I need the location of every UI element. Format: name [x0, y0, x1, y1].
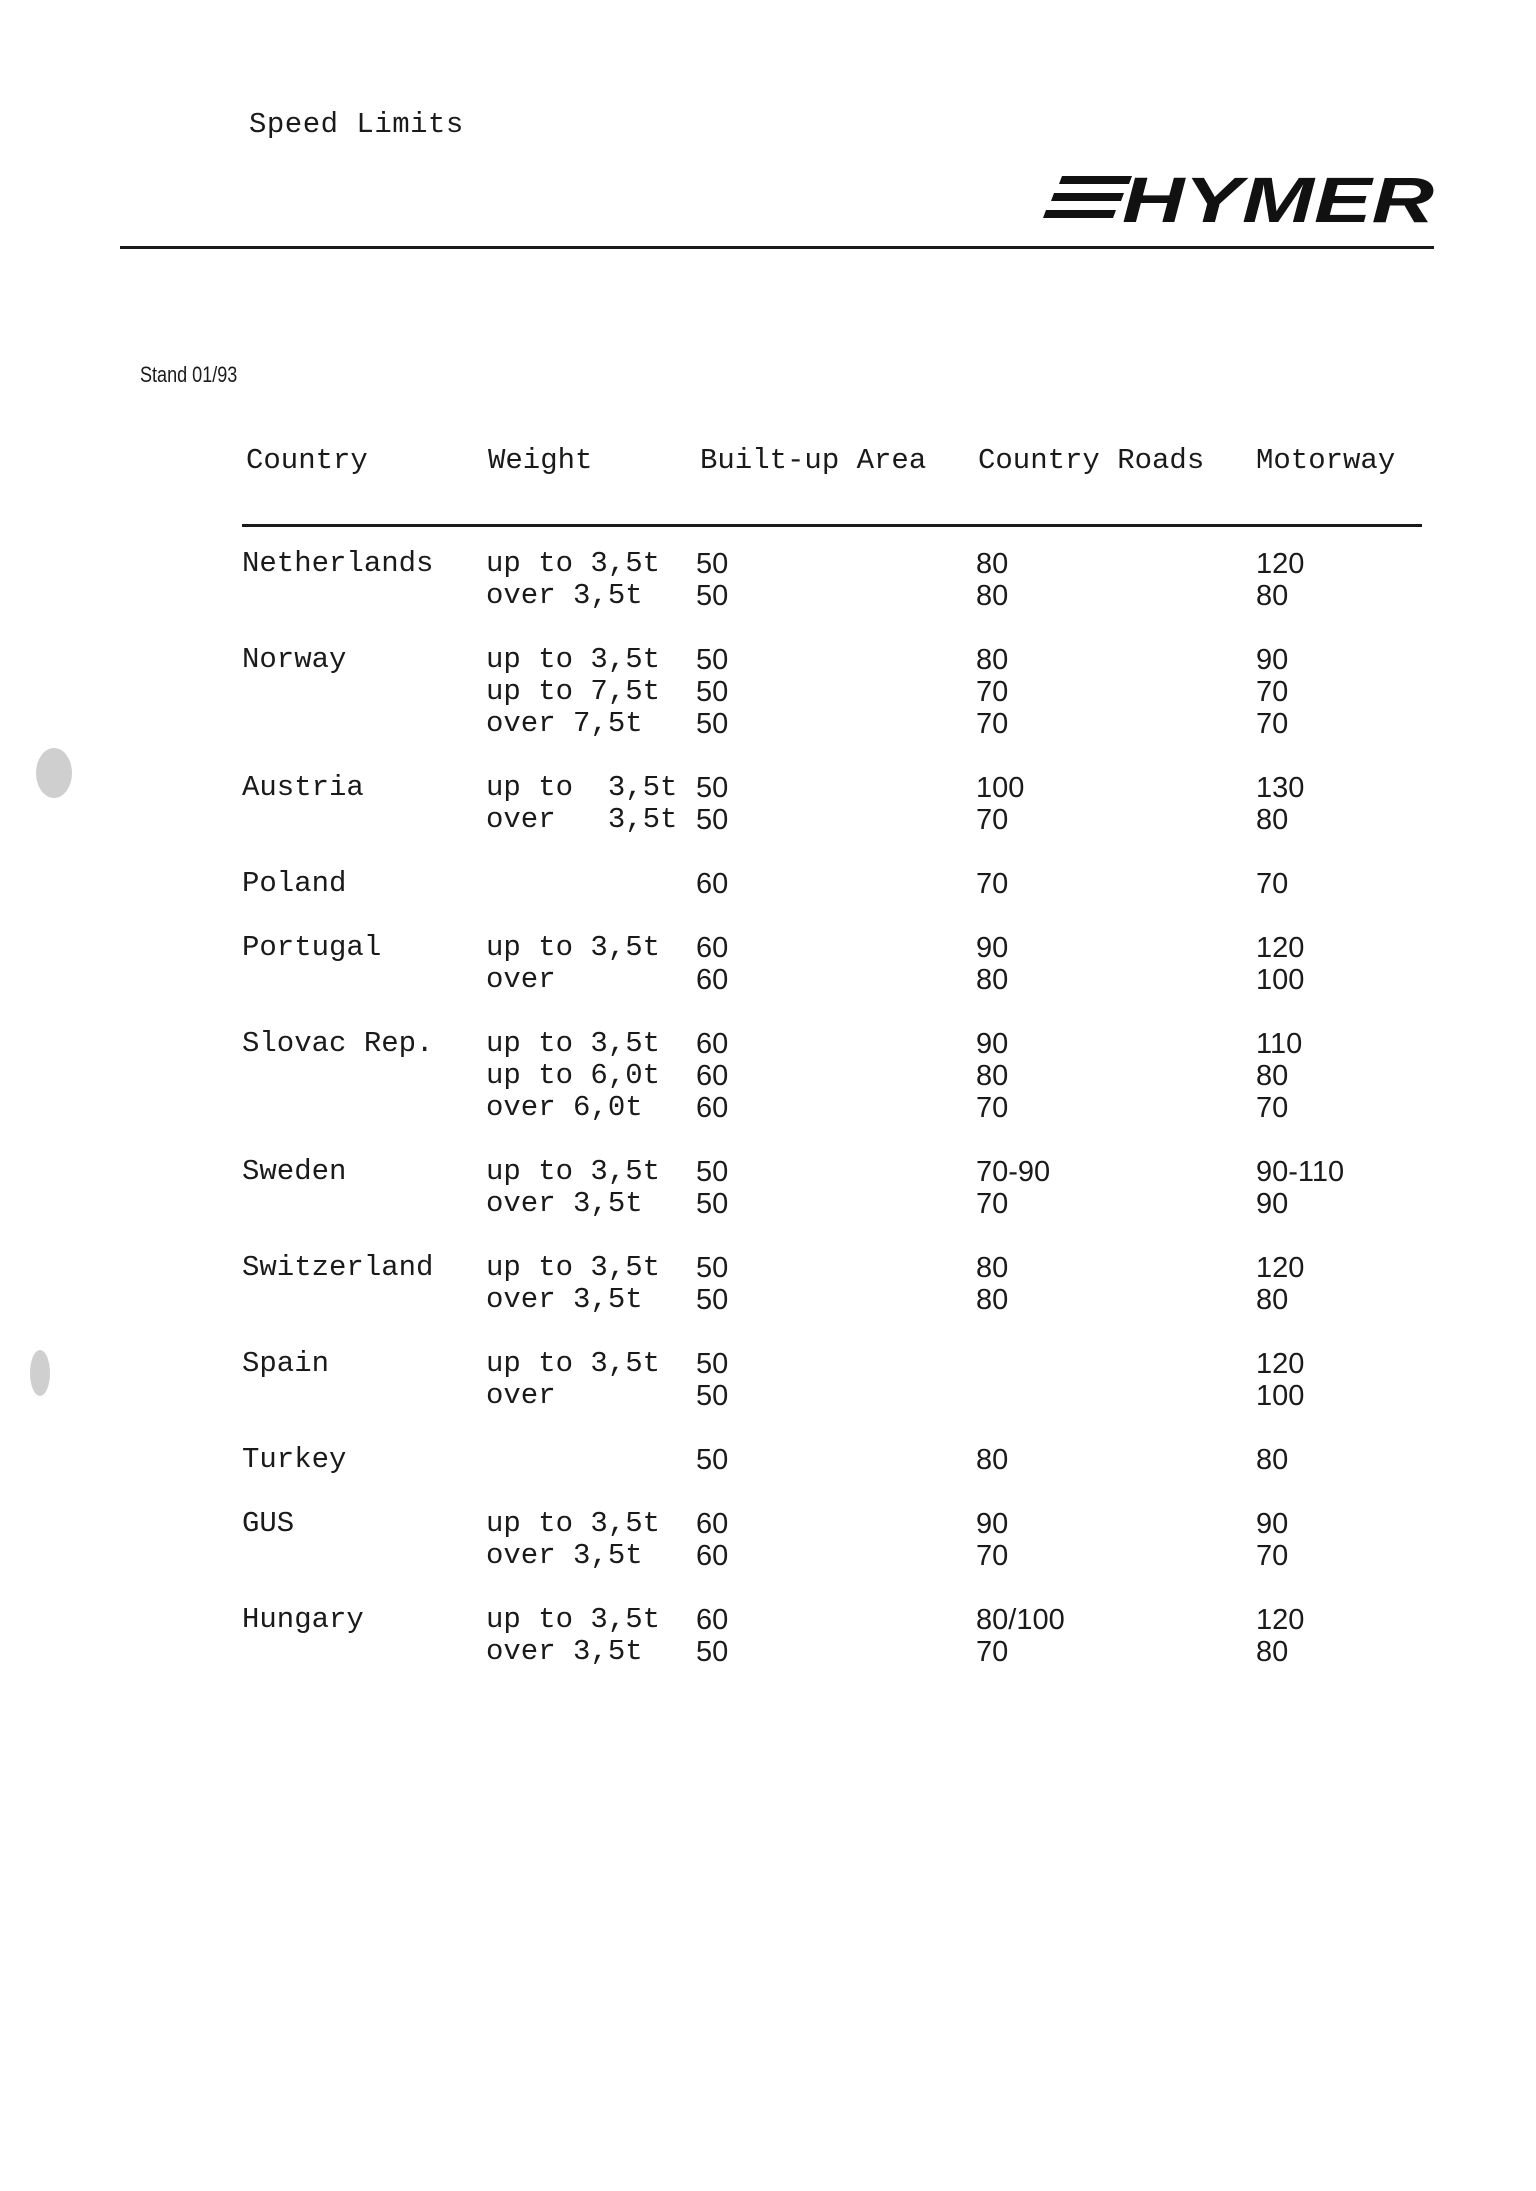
country-roads-cell: [976, 1444, 1008, 1476]
motorway-cell-line: 90-110: [1256, 1156, 1345, 1188]
built-up-area-cell-line: 50: [696, 1636, 729, 1668]
built-up-area-cell-line: 60: [696, 1092, 729, 1124]
weight-cell: [486, 1508, 660, 1572]
built-up-area-cell-line: 60: [696, 1508, 729, 1540]
motorway-cell-line: 80: [1256, 1284, 1289, 1316]
built-up-area-cell-line: 60: [696, 1028, 729, 1060]
country-roads-cell-line: 80: [976, 1252, 1009, 1284]
country-cell-line: Austria: [242, 771, 364, 804]
country-roads-cell-line: 90: [976, 1508, 1009, 1540]
country-cell: [242, 1508, 294, 1540]
country-cell: [242, 1252, 433, 1284]
motorway-cell: [1256, 1604, 1304, 1668]
built-up-area-cell: [696, 1604, 728, 1668]
weight-cell-line: up to 3,5t: [486, 931, 661, 964]
built-up-area-cell-line: 60: [696, 932, 729, 964]
country-roads-cell-line: 70: [976, 1188, 1009, 1220]
country-roads-cell-line: 70: [976, 868, 1009, 900]
motorway-cell-line: 80: [1256, 804, 1289, 836]
weight-cell-line: over 3,5t: [486, 579, 643, 612]
weight-cell: [486, 1028, 660, 1124]
motorway-cell-line: 120: [1256, 548, 1305, 580]
weight-cell-line: up to 3,5t: [486, 1347, 661, 1380]
built-up-area-cell-line: 50: [696, 676, 729, 708]
country-roads-cell-line: 70: [976, 708, 1009, 740]
country-roads-cell-line: 80: [976, 548, 1009, 580]
country-roads-cell-line: 70-90: [976, 1156, 1051, 1188]
motorway-cell: [1256, 1444, 1288, 1476]
document-title: Speed Limits: [249, 108, 464, 141]
weight-cell-line: up to 3,5t: [486, 1155, 661, 1188]
weight-cell: [486, 1156, 660, 1220]
built-up-area-cell-line: 50: [696, 1348, 729, 1380]
country-cell-line: Switzerland: [242, 1251, 434, 1284]
country-roads-cell-line: 70: [976, 804, 1009, 836]
country-cell: [242, 772, 364, 804]
weight-cell-line: up to 3,5t: [486, 547, 661, 580]
motorway-cell-line: 100: [1256, 964, 1305, 996]
motorway-cell: [1256, 932, 1304, 996]
country-cell: [242, 1444, 346, 1476]
built-up-area-cell-line: 50: [696, 1188, 729, 1220]
country-cell-line: Sweden: [242, 1155, 347, 1188]
weight-cell: [486, 1604, 660, 1668]
country-roads-cell-line: 80: [976, 1284, 1009, 1316]
country-roads-cell: [976, 1156, 1050, 1220]
country-roads-cell: [976, 1508, 1008, 1572]
built-up-area-cell-line: 60: [696, 868, 729, 900]
built-up-area-cell-line: 50: [696, 548, 729, 580]
motorway-cell-line: 70: [1256, 676, 1289, 708]
weight-cell-line: over 3,5t: [486, 1187, 643, 1220]
country-roads-cell-line: 80: [976, 1060, 1009, 1092]
stand-date: Stand 01/93: [140, 362, 238, 387]
country-cell-line: Spain: [242, 1347, 330, 1380]
built-up-area-cell-line: 50: [696, 772, 729, 804]
country-cell-line: Hungary: [242, 1603, 364, 1636]
country-roads-cell-line: 80/100: [976, 1604, 1065, 1636]
motorway-cell: [1256, 1156, 1344, 1220]
country-cell-line: GUS: [242, 1507, 295, 1540]
weight-cell-line: over: [486, 1379, 556, 1412]
column-weight: Weight: [488, 444, 593, 477]
weight-cell-line: up to 3,5t: [486, 1603, 661, 1636]
weight-cell-line: over 3,5t: [486, 1283, 643, 1316]
motorway-cell-line: 90: [1256, 1188, 1289, 1220]
country-cell: [242, 1348, 329, 1380]
motorway-cell-line: 120: [1256, 1348, 1305, 1380]
country-roads-cell-line: 80: [976, 580, 1009, 612]
built-up-area-cell: [696, 868, 728, 900]
weight-cell-line: up to 3,5t: [486, 1251, 661, 1284]
country-roads-cell-line: 70: [976, 1540, 1009, 1572]
weight-cell-line: over 3,5t: [486, 1539, 643, 1572]
scan-speck: [36, 748, 72, 798]
country-roads-cell: [976, 1252, 1008, 1316]
built-up-area-cell: [696, 1252, 728, 1316]
motorway-cell: [1256, 1348, 1304, 1412]
weight-cell: [486, 548, 660, 612]
country-cell: [242, 1028, 433, 1060]
built-up-area-cell-line: 50: [696, 1252, 729, 1284]
country-roads-cell-line: 80: [976, 964, 1009, 996]
built-up-area-cell-line: 60: [696, 1540, 729, 1572]
weight-cell-line: up to 3,5t: [486, 643, 661, 676]
header-rule: [120, 246, 1434, 249]
motorway-cell-line: 80: [1256, 580, 1289, 612]
country-cell-line: Norway: [242, 643, 347, 676]
weight-cell-line: over 7,5t: [486, 707, 643, 740]
country-cell-line: Poland: [242, 867, 347, 900]
country-roads-cell-line: 80: [976, 1444, 1009, 1476]
built-up-area-cell-line: 50: [696, 804, 729, 836]
built-up-area-cell: [696, 1508, 728, 1572]
built-up-area-cell-line: 50: [696, 708, 729, 740]
motorway-cell-line: 80: [1256, 1444, 1289, 1476]
motorway-cell-line: 80: [1256, 1636, 1289, 1668]
built-up-area-cell: [696, 1348, 728, 1412]
built-up-area-cell-line: 50: [696, 1284, 729, 1316]
motorway-cell: [1256, 772, 1304, 836]
country-cell: [242, 1604, 364, 1636]
column-country-roads: Country Roads: [978, 444, 1205, 477]
weight-cell-line: over 6,0t: [486, 1091, 643, 1124]
built-up-area-cell-line: 50: [696, 1380, 729, 1412]
country-roads-cell: [976, 772, 1024, 836]
country-cell-line: Netherlands: [242, 547, 434, 580]
built-up-area-cell: [696, 1444, 728, 1476]
built-up-area-cell-line: 60: [696, 964, 729, 996]
country-cell: [242, 1156, 346, 1188]
country-cell-line: Portugal: [242, 931, 382, 964]
motorway-cell-line: 80: [1256, 1060, 1289, 1092]
weight-cell-line: over 3,5t: [486, 1635, 643, 1668]
motorway-cell-line: 110: [1256, 1028, 1303, 1060]
built-up-area-cell: [696, 1156, 728, 1220]
country-roads-cell-line: 70: [976, 1636, 1009, 1668]
country-roads-cell: [976, 1604, 1065, 1668]
built-up-area-cell-line: 50: [696, 580, 729, 612]
hymer-logo: [1040, 162, 1440, 232]
motorway-cell-line: 70: [1256, 1540, 1289, 1572]
built-up-area-cell: [696, 548, 728, 612]
column-built-up-area: Built-up Area: [700, 444, 927, 477]
country-roads-cell-line: 90: [976, 932, 1009, 964]
motorway-cell-line: 90: [1256, 1508, 1289, 1540]
weight-cell: [486, 644, 660, 740]
built-up-area-cell: [696, 932, 728, 996]
motorway-cell-line: 100: [1256, 1380, 1305, 1412]
built-up-area-cell: [696, 1028, 728, 1124]
motorway-cell: [1256, 1028, 1302, 1124]
weight-cell-line: over 3,5t: [486, 803, 678, 836]
weight-cell-line: up to 3,5t: [486, 1027, 661, 1060]
motorway-cell-line: 70: [1256, 868, 1289, 900]
country-roads-cell-line: 70: [976, 1092, 1009, 1124]
weight-cell-line: over: [486, 963, 556, 996]
country-roads-cell: [976, 644, 1008, 740]
weight-cell-line: up to 3,5t: [486, 771, 678, 804]
country-roads-cell-line: 90: [976, 1028, 1009, 1060]
table-header: [0, 444, 1536, 484]
motorway-cell-line: 70: [1256, 1092, 1289, 1124]
motorway-cell-line: 120: [1256, 1604, 1305, 1636]
country-roads-cell: [976, 548, 1008, 612]
motorway-cell-line: 120: [1256, 1252, 1305, 1284]
built-up-area-cell: [696, 772, 728, 836]
country-cell-line: Slovac Rep.: [242, 1027, 434, 1060]
motorway-cell-line: 70: [1256, 708, 1289, 740]
weight-cell-line: up to 7,5t: [486, 675, 661, 708]
weight-cell-line: up to 6,0t: [486, 1059, 661, 1092]
country-roads-cell-line: 100: [976, 772, 1025, 804]
country-roads-cell: [976, 1028, 1008, 1124]
country-cell: [242, 868, 346, 900]
motorway-cell: [1256, 1508, 1288, 1572]
motorway-cell-line: 90: [1256, 644, 1289, 676]
country-cell-line: Turkey: [242, 1443, 347, 1476]
built-up-area-cell-line: 50: [696, 1444, 729, 1476]
country-roads-cell-line: 70: [976, 676, 1009, 708]
country-cell: [242, 932, 381, 964]
weight-cell-line: up to 3,5t: [486, 1507, 661, 1540]
motorway-cell: [1256, 1252, 1304, 1316]
motorway-cell: [1256, 868, 1288, 900]
built-up-area-cell-line: 60: [696, 1060, 729, 1092]
weight-cell: [486, 1348, 660, 1412]
country-cell: [242, 548, 433, 580]
weight-cell: [486, 932, 660, 996]
column-motorway: Motorway: [1256, 444, 1396, 477]
hymer-logo-text: HYMER: [1122, 164, 1434, 232]
weight-cell: [486, 772, 677, 836]
motorway-cell: [1256, 548, 1304, 612]
motorway-cell-line: 130: [1256, 772, 1305, 804]
country-roads-cell: [976, 932, 1008, 996]
country-roads-cell: [976, 868, 1008, 900]
built-up-area-cell-line: 50: [696, 1156, 729, 1188]
built-up-area-cell-line: 60: [696, 1604, 729, 1636]
scan-speck: [30, 1350, 50, 1396]
country-roads-cell-line: 80: [976, 644, 1009, 676]
country-cell: [242, 644, 346, 676]
column-country: Country: [246, 444, 368, 477]
motorway-cell-line: 120: [1256, 932, 1305, 964]
table-rule: [242, 524, 1422, 527]
weight-cell: [486, 1252, 660, 1316]
motorway-cell: [1256, 644, 1288, 740]
built-up-area-cell-line: 50: [696, 644, 729, 676]
built-up-area-cell: [696, 644, 728, 740]
